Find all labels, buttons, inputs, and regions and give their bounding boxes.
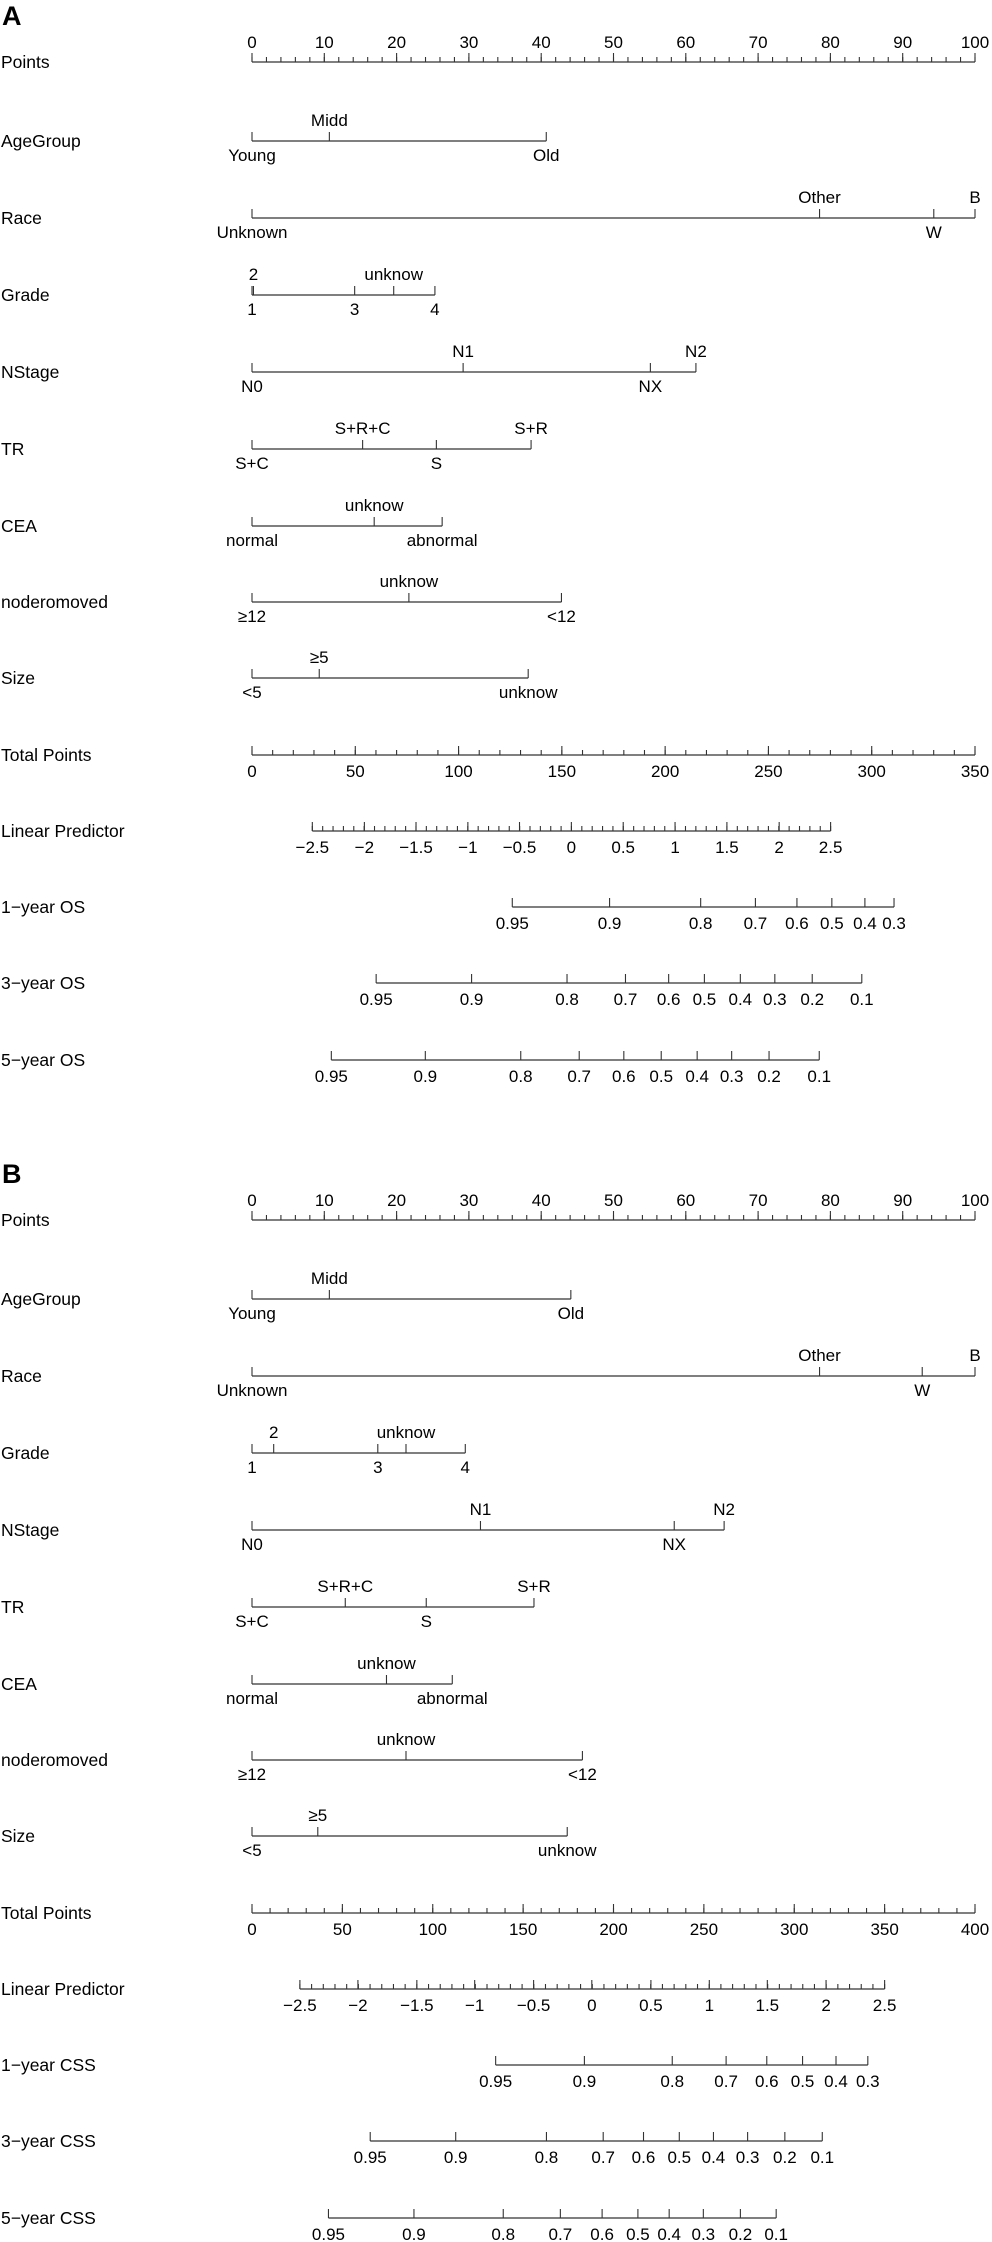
level-label: normal (226, 1689, 278, 1708)
tick-label: 0.1 (810, 2148, 835, 2167)
level-label: unknow (376, 1423, 436, 1442)
tick-label: 0.5 (639, 1996, 663, 2015)
tick-label: 30 (459, 33, 479, 52)
level-label: 2 (268, 1423, 279, 1442)
tick-label: 0.3 (691, 2225, 716, 2242)
level-label: 2 (248, 265, 259, 284)
row-label: 1−year CSS (1, 2055, 96, 2075)
tick-label: 0.95 (359, 990, 393, 1009)
tick-label: 0.8 (660, 2072, 685, 2091)
tick-label: 0.5 (626, 2225, 650, 2242)
row-label: Points (1, 1210, 50, 1230)
row-linear-predictor (1, 1979, 896, 2015)
tick-label: 0.6 (631, 2148, 656, 2167)
level-label: N0 (241, 1535, 263, 1554)
level-label: Young (228, 146, 276, 165)
tick-label: −1 (458, 838, 478, 857)
tick-label: 2.5 (872, 1996, 897, 2015)
level-label: ≥12 (237, 1765, 267, 1784)
tick-label: 50 (332, 1920, 352, 1939)
level-label: <12 (567, 1765, 597, 1784)
panel-b (1, 1159, 989, 2242)
level-label: abnormal (406, 531, 478, 550)
level-label: Old (533, 146, 560, 165)
tick-label: 0.95 (479, 2072, 513, 2091)
tick-label: −2 (348, 1996, 368, 2015)
level-label: S+R+C (334, 419, 391, 438)
tick-label: 0.6 (656, 990, 681, 1009)
row-label: AgeGroup (1, 131, 81, 151)
tick-label: 0.8 (534, 2148, 559, 2167)
tick-label: 0.1 (849, 990, 874, 1009)
tick-label: 0 (247, 1191, 257, 1210)
row-label: Grade (1, 285, 50, 305)
tick-label: −2 (354, 838, 375, 857)
tick-label: 200 (650, 762, 680, 781)
row-label: Points (1, 52, 50, 72)
tick-label: 50 (604, 33, 623, 52)
tick-label: 0.8 (508, 1067, 533, 1086)
tick-label: 250 (689, 1920, 719, 1939)
tick-label: −1.5 (399, 838, 433, 857)
row-tr (1, 1577, 551, 1631)
level-label: Other (798, 1346, 841, 1365)
row-label: TR (1, 1597, 25, 1617)
tick-label: 400 (960, 1920, 990, 1939)
tick-label: 0.4 (657, 2225, 681, 2242)
tick-label: 0.1 (764, 2225, 788, 2242)
tick-label: 0.6 (785, 914, 809, 933)
level-label: abnormal (416, 1689, 488, 1708)
tick-label: 0.9 (402, 2225, 426, 2242)
level-label: S+C (235, 1612, 269, 1631)
tick-label: 0.5 (692, 990, 717, 1009)
tick-label: 0.6 (612, 1067, 636, 1086)
tick-label: 0.2 (800, 990, 825, 1009)
level-label: 3 (373, 1458, 383, 1477)
level-label: Unknown (216, 223, 288, 242)
row-noderomoved (1, 572, 576, 626)
row-label: Size (1, 1826, 36, 1846)
tick-label: 0.9 (443, 2148, 468, 2167)
level-label: ≥12 (237, 607, 267, 626)
tick-label: 1.5 (715, 838, 739, 857)
tick-label: 10 (314, 1191, 334, 1210)
row-label: 3−year OS (1, 973, 86, 993)
tick-label: 0.5 (820, 914, 844, 933)
row-label: NStage (1, 1520, 60, 1540)
level-label: 1 (247, 300, 257, 319)
tick-label: 0 (566, 838, 577, 857)
tick-label: 350 (960, 762, 990, 781)
row-3-year-os (1, 973, 874, 1009)
row-label: Size (1, 668, 36, 688)
row-label: AgeGroup (1, 1289, 81, 1309)
tick-label: 0.4 (824, 2072, 848, 2091)
tick-label: 1 (704, 1996, 715, 2015)
tick-label: 0.8 (688, 914, 713, 933)
row-race (1, 1346, 981, 1400)
row-total-points (1, 1903, 989, 1939)
level-label: unknow (379, 572, 439, 591)
row-size (1, 648, 558, 702)
row-label: TR (1, 439, 25, 459)
tick-label: 0.2 (773, 2148, 797, 2167)
level-label: 1 (247, 1458, 257, 1477)
level-label: 3 (349, 300, 360, 319)
row-label: noderomoved (1, 592, 109, 612)
tick-label: 0.95 (314, 1067, 348, 1086)
level-label: W (925, 223, 942, 242)
tick-label: 0.9 (597, 914, 622, 933)
tick-label: 60 (676, 33, 696, 52)
tick-label: 1 (670, 838, 680, 857)
tick-label: 0.3 (882, 914, 906, 933)
tick-label: 0.3 (719, 1067, 744, 1086)
level-label: 4 (430, 300, 440, 319)
row-points (1, 1191, 989, 1230)
row-label: 5−year CSS (1, 2208, 96, 2228)
tick-label: 80 (820, 1191, 840, 1210)
tick-label: 0.7 (613, 990, 638, 1009)
tick-label: 20 (387, 33, 407, 52)
row-label: noderomoved (1, 1750, 109, 1770)
tick-label: 1.5 (755, 1996, 780, 2015)
row-label: Race (1, 208, 42, 228)
row-label: 3−year CSS (1, 2131, 96, 2151)
level-label: Unknown (216, 1381, 288, 1400)
tick-label: 0.8 (491, 2225, 516, 2242)
tick-label: 20 (387, 1191, 407, 1210)
level-label: Old (557, 1304, 585, 1323)
level-label: N1 (469, 1500, 492, 1519)
tick-label: 0.3 (855, 2072, 880, 2091)
tick-label: 0 (587, 1996, 597, 2015)
level-label: S+R (517, 1577, 551, 1596)
tick-label: 0.7 (714, 2072, 738, 2091)
row-label: Linear Predictor (1, 821, 125, 841)
row-total-points (1, 745, 989, 781)
row-label: CEA (1, 516, 37, 536)
level-label: NX (662, 1535, 687, 1554)
tick-label: 0.8 (555, 990, 579, 1009)
tick-label: −2.5 (295, 838, 330, 857)
level-label: normal (226, 531, 278, 550)
row-label: Total Points (1, 745, 92, 765)
tick-label: 0.7 (548, 2225, 573, 2242)
tick-label: 2.5 (818, 838, 843, 857)
level-label: Young (228, 1304, 276, 1323)
row-size (1, 1806, 597, 1860)
level-label: <12 (547, 607, 576, 626)
level-label: S (420, 1612, 432, 1631)
tick-label: 90 (893, 33, 913, 52)
row-3-year-css (1, 2131, 834, 2167)
tick-label: 0.2 (757, 1067, 781, 1086)
level-label: ≥5 (309, 648, 329, 667)
row-grade (1, 265, 440, 319)
row-agegroup (1, 111, 559, 165)
row-cea (1, 496, 478, 550)
level-label: W (914, 1381, 931, 1400)
tick-label: 50 (604, 1191, 623, 1210)
level-label: Other (798, 188, 841, 207)
level-label: <5 (242, 683, 262, 702)
tick-label: 100 (444, 762, 473, 781)
tick-label: 0.95 (353, 2148, 387, 2167)
tick-label: 0.7 (743, 914, 768, 933)
tick-label: 0.2 (728, 2225, 753, 2242)
tick-label: 100 (960, 33, 990, 52)
row-tr (1, 419, 548, 473)
panel-letter: B (2, 1159, 22, 1189)
tick-label: −0.5 (502, 838, 537, 857)
tick-label: −1.5 (400, 1996, 434, 2015)
row-1-year-os (1, 897, 906, 933)
tick-label: 40 (531, 33, 551, 52)
panel-letter: A (2, 1, 22, 31)
row-label: Grade (1, 1443, 50, 1463)
row-grade (1, 1423, 470, 1477)
tick-label: 2 (821, 1996, 831, 2015)
tick-label: 250 (754, 762, 783, 781)
level-label: N2 (713, 1500, 735, 1519)
level-label: S+R+C (317, 1577, 374, 1596)
tick-label: 0.4 (701, 2148, 726, 2167)
row-linear-predictor (1, 821, 842, 857)
row-agegroup (1, 1269, 584, 1323)
tick-label: 60 (676, 1191, 696, 1210)
level-label: S (430, 454, 443, 473)
tick-label: 0.7 (567, 1067, 592, 1086)
row-5-year-os (1, 1050, 831, 1086)
tick-label: 50 (345, 762, 365, 781)
tick-label: 150 (547, 762, 577, 781)
tick-label: 0.5 (667, 2148, 692, 2167)
level-label: unknow (498, 683, 558, 702)
tick-label: 100 (418, 1920, 447, 1939)
level-label: S+R (514, 419, 548, 438)
tick-label: 80 (820, 33, 840, 52)
row-race (1, 188, 981, 242)
tick-label: −2.5 (283, 1996, 317, 2015)
level-label: B (969, 1346, 981, 1365)
tick-label: 0.6 (754, 2072, 779, 2091)
level-label: S+C (235, 454, 269, 473)
tick-label: 0.9 (572, 2072, 597, 2091)
tick-label: 2 (774, 838, 784, 857)
level-label: <5 (242, 1841, 262, 1860)
tick-label: 200 (599, 1920, 628, 1939)
tick-label: 0.4 (853, 914, 877, 933)
level-label: ≥5 (308, 1806, 328, 1825)
row-label: Total Points (1, 1903, 92, 1923)
level-label: unknow (357, 1654, 416, 1673)
tick-label: 0 (247, 1920, 257, 1939)
tick-label: 0.4 (728, 990, 753, 1009)
level-label: B (969, 188, 981, 207)
row-label: 5−year OS (1, 1050, 86, 1070)
tick-label: 100 (960, 1191, 990, 1210)
tick-label: 40 (531, 1191, 551, 1210)
row-5-year-css (1, 2208, 788, 2242)
tick-label: 0.9 (413, 1067, 438, 1086)
tick-label: 0.5 (611, 838, 636, 857)
tick-label: 0.4 (685, 1067, 709, 1086)
panel-a (1, 1, 989, 1086)
tick-label: 0.3 (735, 2148, 760, 2167)
tick-label: 70 (748, 1191, 768, 1210)
tick-label: 0.5 (790, 2072, 815, 2091)
tick-label: 0.95 (495, 914, 529, 933)
tick-label: 300 (780, 1920, 809, 1939)
row-label: 1−year OS (1, 897, 86, 917)
tick-label: 0.5 (649, 1067, 674, 1086)
tick-label: 0.95 (311, 2225, 346, 2242)
tick-label: 0 (247, 33, 257, 52)
level-label: unknow (344, 496, 404, 515)
row-label: CEA (1, 1674, 37, 1694)
level-label: Midd (310, 1269, 348, 1288)
tick-label: 70 (748, 33, 768, 52)
tick-label: −1 (464, 1996, 485, 2015)
row-label: Race (1, 1366, 42, 1386)
level-label: unknow (537, 1841, 597, 1860)
tick-label: 0 (247, 762, 257, 781)
tick-label: 350 (870, 1920, 899, 1939)
tick-label: 0.7 (591, 2148, 616, 2167)
level-label: NX (638, 377, 663, 396)
level-label: N0 (241, 377, 263, 396)
row-label: Linear Predictor (1, 1979, 125, 1999)
level-label: unknow (364, 265, 424, 284)
level-label: unknow (376, 1730, 436, 1749)
tick-label: 90 (893, 1191, 913, 1210)
row-label: NStage (1, 362, 60, 382)
row-noderomoved (1, 1730, 597, 1784)
tick-label: −0.5 (516, 1996, 551, 2015)
row-cea (1, 1654, 488, 1708)
tick-label: 30 (459, 1191, 479, 1210)
level-label: 4 (460, 1458, 471, 1477)
row-nstage (1, 1500, 735, 1554)
tick-label: 0.6 (590, 2225, 614, 2242)
tick-label: 0.3 (763, 990, 787, 1009)
level-label: N2 (685, 342, 707, 361)
tick-label: 0.9 (459, 990, 484, 1009)
tick-label: 10 (314, 33, 334, 52)
row-points (1, 33, 989, 72)
row-nstage (1, 342, 707, 396)
level-label: Midd (310, 111, 348, 130)
tick-label: 300 (857, 762, 886, 781)
tick-label: 0.1 (807, 1067, 832, 1086)
tick-label: 150 (508, 1920, 538, 1939)
row-1-year-css (1, 2055, 880, 2091)
level-label: N1 (452, 342, 474, 361)
